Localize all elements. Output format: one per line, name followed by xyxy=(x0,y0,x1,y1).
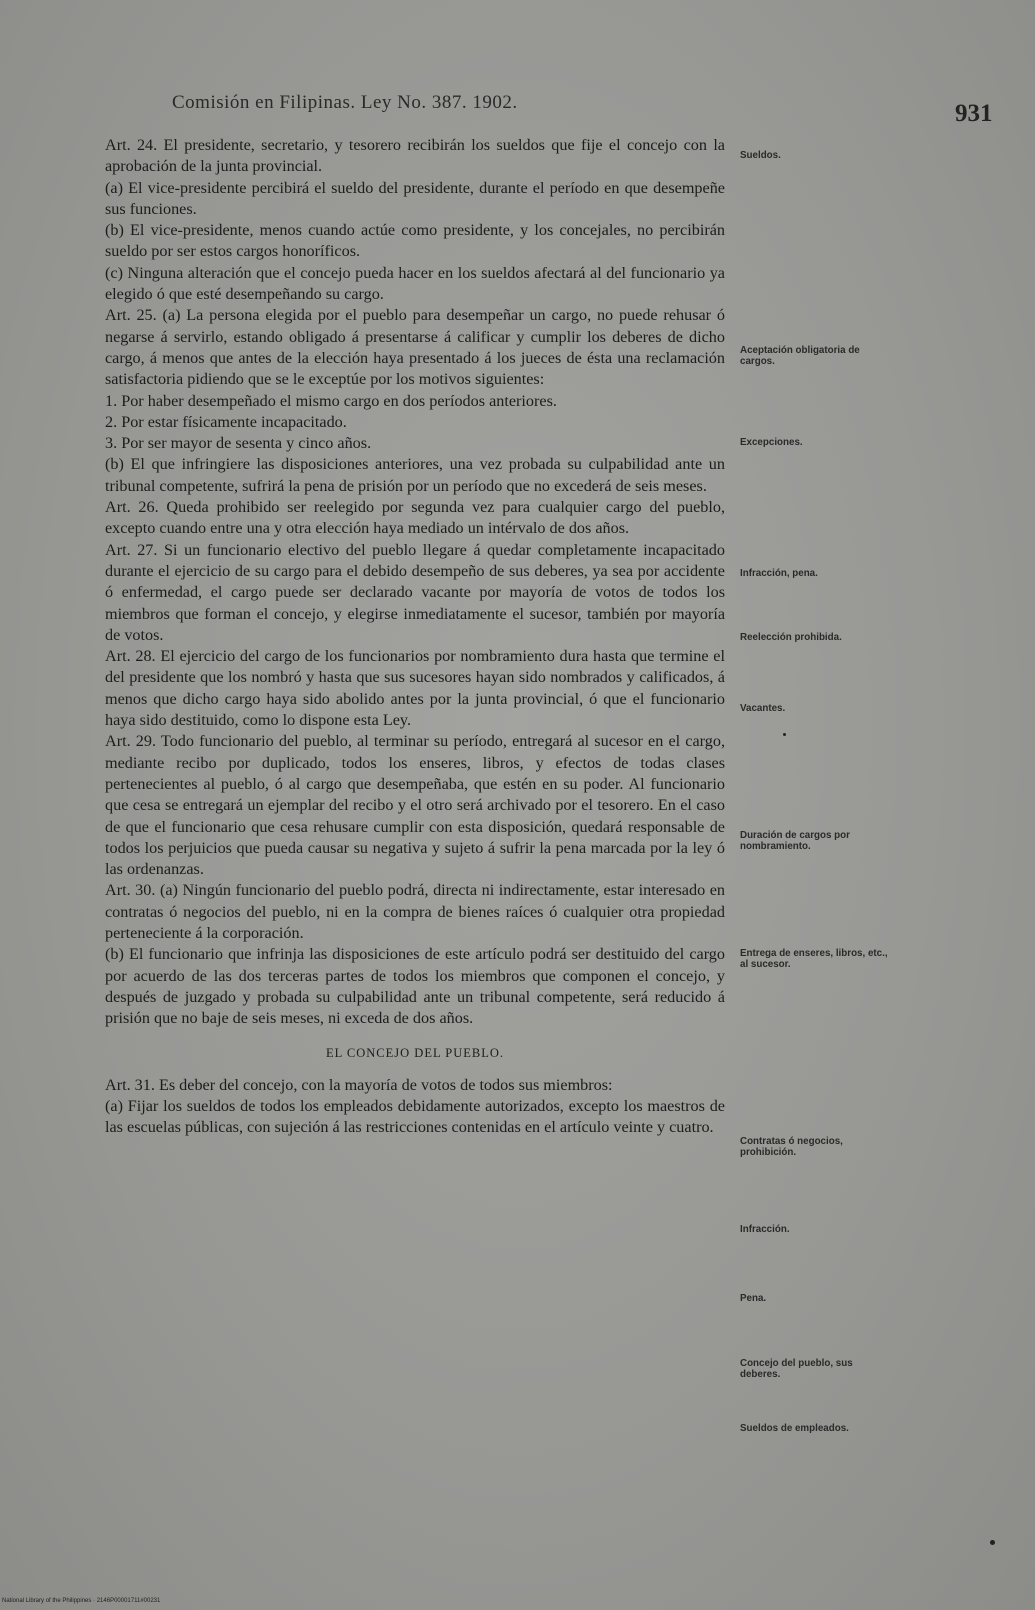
section-heading: EL CONCEJO DEL PUEBLO. xyxy=(325,1046,504,1061)
margin-note: Duración de cargos por nombramiento. xyxy=(740,830,850,852)
ink-speck xyxy=(783,733,786,736)
paragraph: 1. Por haber desempeñado el mismo cargo en dos períodos anteriores. xyxy=(105,391,557,410)
paragraph: (b) El que infringiere las disposiciones anteriores, una vez probada su culpabilidad ante un tribunal competente, sufrirá la pena de prisión por un período que no excederá de seis meses. xyxy=(105,455,725,495)
paragraph: 2. Por estar físicamente incapacitado. xyxy=(105,412,347,431)
paragraph: (a) Fijar los sueldos de todos los empleados debidamente autorizados, excepto los maestros de las escuelas públicas, con sujeción á las restricciones contenidas en el artículo veinte y cuatro. xyxy=(105,1097,725,1137)
margin-note: Infracción, pena. xyxy=(740,568,818,579)
margin-note: Entrega de enseres, libros, etc., al sucesor. xyxy=(740,948,888,970)
page-number: 931 xyxy=(955,100,993,127)
margin-note: Infracción. xyxy=(740,1224,790,1235)
running-header: Comisión en Filipinas. Ley No. 387. 1902. xyxy=(172,92,518,113)
ink-speck xyxy=(990,1540,995,1545)
paragraph: Art. 24. El presidente, secretario, y tesorero recibirán los sueldos que fije el concejo con la aprobación de la junta provincial. xyxy=(105,136,725,176)
margin-note: Sueldos de empleados. xyxy=(740,1423,849,1434)
paragraph: Art. 26. Queda prohibido ser reelegido por segunda vez para cualquier cargo del pueblo, excepto cuando entre una y otra elección haya mediado un intérvalo de dos años. xyxy=(105,498,725,538)
margin-note: Pena. xyxy=(740,1293,767,1304)
paragraph: Art. 25. (a) La persona elegida por el pueblo para desempeñar un cargo, no puede rehusar ó negarse á servirlo, estando obligado á presentarse á calificar y cumplir los deberes de dicho cargo, á menos que antes de la elección haya presentado á los jueces de ésta una reclamación satisfactoria pidiendo que se le exceptúe por los motivos siguientes: xyxy=(105,306,725,389)
margin-note: Sueldos. xyxy=(740,150,781,161)
margin-note: Vacantes. xyxy=(740,703,786,714)
paragraph: Art. 29. Todo funcionario del pueblo, al terminar su período, entregará al sucesor en el cargo, mediante recibo por duplicado, todos los enseres, libros, y efectos de todas clases pertenecientes al pueblo, ó al cargo que desempeñaba, que estén en su poder. Al funcionario que cesa se entregará un ejemplar del recibo y el otro será archivado por el tesorero. En el caso de que el funcionario que cesa rehusare cumplir con esta disposición, quedará responsable de todos los perjuicios que pueda causar su negativa y sujeto á sufrir la pena marcada por la ley ó las ordenanzas. xyxy=(105,732,725,879)
paragraph: (b) El funcionario que infrinja las disposiciones de este artículo podrá ser destituido del cargo por acuerdo de las dos terceras partes de todos los miembros que componen el concejo, y después de juzgado y probada su culpabilidad ante un tribunal competente, será reducido á prisión que no baje de seis meses, ni exceda de dos años. xyxy=(105,945,725,1028)
margin-note: Reelección prohibida. xyxy=(740,632,842,643)
body-text xyxy=(105,135,725,1139)
paragraph: Art. 28. El ejercicio del cargo de los funcionarios por nombramiento dura hasta que termine el del presidente que los nombró y hasta que sus sucesores hayan sido nombrados y calificados, á menos que dicho cargo haya sido abolido antes por la junta provincial, ó que el funcionario haya sido destituido, como lo dispone esta Ley. xyxy=(105,647,725,730)
margin-note: Excepciones. xyxy=(740,437,803,448)
paragraph: (c) Ninguna alteración que el concejo pueda hacer en los sueldos afectará al del funcionario ya elegido ó que esté desempeñando su cargo. xyxy=(105,263,725,304)
paragraph: Art. 30. (a) Ningún funcionario del pueblo podrá, directa ni indirectamente, estar interesado en contratas ó negocios del pueblo, ni en la compra de bienes raíces ó cualquier otra propiedad perteneciente á la corporación. xyxy=(105,881,725,942)
paragraph: (b) El vice-presidente, menos cuando actúe como presidente, y los concejales, no percibirán sueldo por ser estos cargos honoríficos. xyxy=(105,221,725,261)
paragraph: (a) El vice-presidente percibirá el sueldo del presidente, durante el período en que desempeñe sus funciones. xyxy=(105,178,725,218)
paragraph: Art. 27. Si un funcionario electivo del pueblo llegare á quedar completamente incapacitado durante el ejercicio de su cargo para el debido desempeño de sus deberes, ya sea por accidente ó enfermedad, el cargo puede ser declarado vacante por mayoría de votos de todos los miembros que forman el concejo, y elegirse inmediatamente el sucesor, también por mayoría de votos. xyxy=(105,540,725,644)
paragraph: 3. Por ser mayor de sesenta y cinco años. xyxy=(105,434,372,453)
margin-note: Aceptación obligatoria de cargos. xyxy=(740,345,860,367)
margin-note: Contratas ó negocios, prohibición. xyxy=(740,1136,843,1158)
scan-footer: National Library of the Philippines · 2146P00001711#00231 xyxy=(2,1598,161,1604)
paragraph: Art. 31. Es deber del concejo, con la mayoría de votos de todos sus miembros: xyxy=(105,1075,613,1094)
margin-note: Concejo del pueblo, sus deberes. xyxy=(740,1358,853,1380)
